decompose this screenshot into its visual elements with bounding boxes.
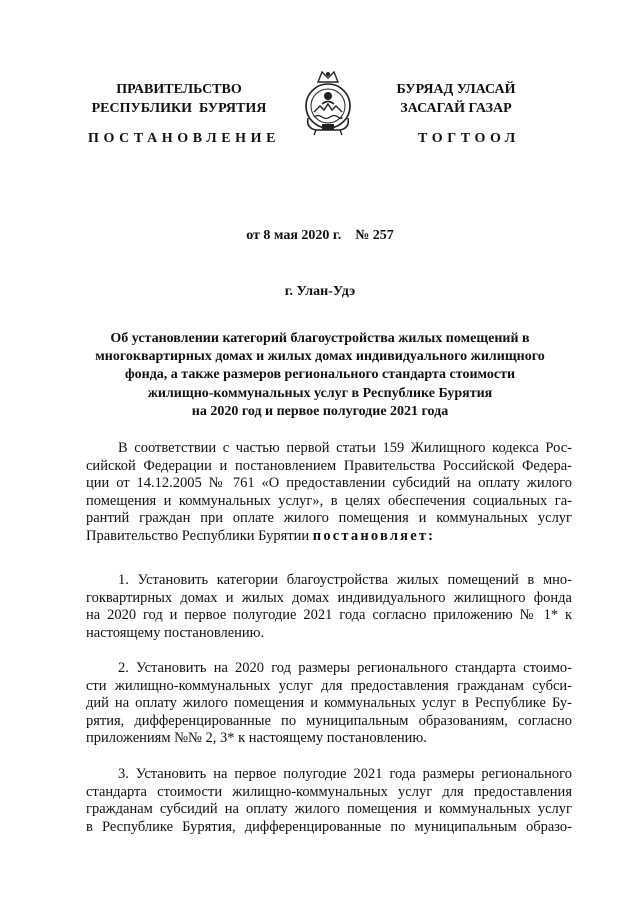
paragraph-line: сти жилищно-коммунальных услуг для предоставления гражданам субси- [86, 677, 572, 694]
paragraph-line: на 2020 год и первое полугодие 2021 года согласно приложению № 1* к [86, 607, 572, 624]
title-line: на 2020 год и первое полугодие 2021 года [191, 403, 449, 419]
paragraph-line: настоящему постановлению. [86, 624, 265, 641]
paragraph-line: гоквартирных домах и жилых домах индивидуального жилищного фонда [86, 589, 572, 606]
header-left-line1: ПРАВИТЕЛЬСТВО [116, 82, 242, 97]
paragraph-line: 3. Установить на первое полугодие 2021 года размеры регионального [118, 766, 572, 782]
paragraph-line: рятия, дифференцированные по муниципальным образованиям, согласно [86, 712, 572, 729]
title-line: Об установлении категорий благоустройства жилых помещений в [110, 331, 530, 346]
paragraph-line: 2. Установить на 2020 год размеры регионального стандарта стоимо- [118, 660, 572, 676]
date-number-line [0, 228, 640, 244]
title-line: многоквартирных домах и жилых домах индивидуального жилищного [95, 349, 545, 365]
document-date: от 8 мая 2020 г. [246, 228, 342, 243]
paragraph-line: стандарта стоимости жилищно-коммунальных услуг для предоставления [86, 783, 572, 800]
header-right-line1: БУРЯАД УЛАСАЙ [396, 82, 516, 97]
header-left-line2: РЕСПУБЛИКИ БУРЯТИЯ [91, 101, 267, 116]
document-number: № 257 [355, 228, 394, 243]
paragraph-line: дий на оплату жилого помещения и коммунальных услуг в Республике Бу- [86, 695, 572, 712]
resolves-emphasis: постановляет: [312, 527, 436, 544]
header-left [80, 80, 278, 118]
paragraph-line: ции от 14.12.2005 № 761 «О предоставлении субсидий на оплату жилого [86, 475, 572, 492]
paragraph-item-2 [86, 660, 572, 748]
paragraph-line: помещения и коммунальных услуг», в целях обеспечения социальных га- [86, 492, 572, 509]
paragraph-item-3 [86, 766, 572, 836]
paragraph-line: В соответствии с частью первой статьи 159 Жилищного кодекса Рос- [118, 440, 572, 456]
paragraph-line: сийской Федерации и постановлением Правительства Российской Федера- [86, 457, 572, 474]
city: г. Улан-Удэ [284, 284, 356, 299]
paragraph-item-1 [86, 572, 572, 642]
title-line: фонда, а также размеров регионального стандарта стоимости [124, 367, 516, 383]
paragraph-line: в Республике Бурятия, дифференцированные по муниципальным образо- [86, 818, 572, 835]
paragraph-text: Правительство Республики Бурятии [86, 527, 310, 544]
title-line: жилищно-коммунальных услуг в Республике Бурятия [147, 385, 493, 401]
paragraph-line: гражданам субсидий на оплату жилого помещения и коммунальных услуг [86, 801, 572, 818]
coat-of-arms-emblem [296, 68, 360, 138]
paragraph-line: рантий граждан при оплате жилого помещения и коммунальных услуг [86, 510, 572, 527]
paragraph-line: приложениям №№ 2, 3* к настоящему постановлению. [86, 730, 427, 747]
paragraph-line: 1. Установить категории благоустройства жилых помещений в мно- [118, 572, 572, 588]
header-right-line2: ЗАСАГАЙ ГАЗАР [400, 101, 512, 116]
document-title [78, 330, 562, 421]
header-right [386, 80, 526, 118]
doc-type-left: ПОСТАНОВЛЕНИЕ [88, 131, 281, 146]
paragraph-preamble [86, 440, 572, 546]
paragraph-line-final [86, 528, 572, 546]
doc-type-right: ТОГТООЛ [418, 131, 520, 146]
